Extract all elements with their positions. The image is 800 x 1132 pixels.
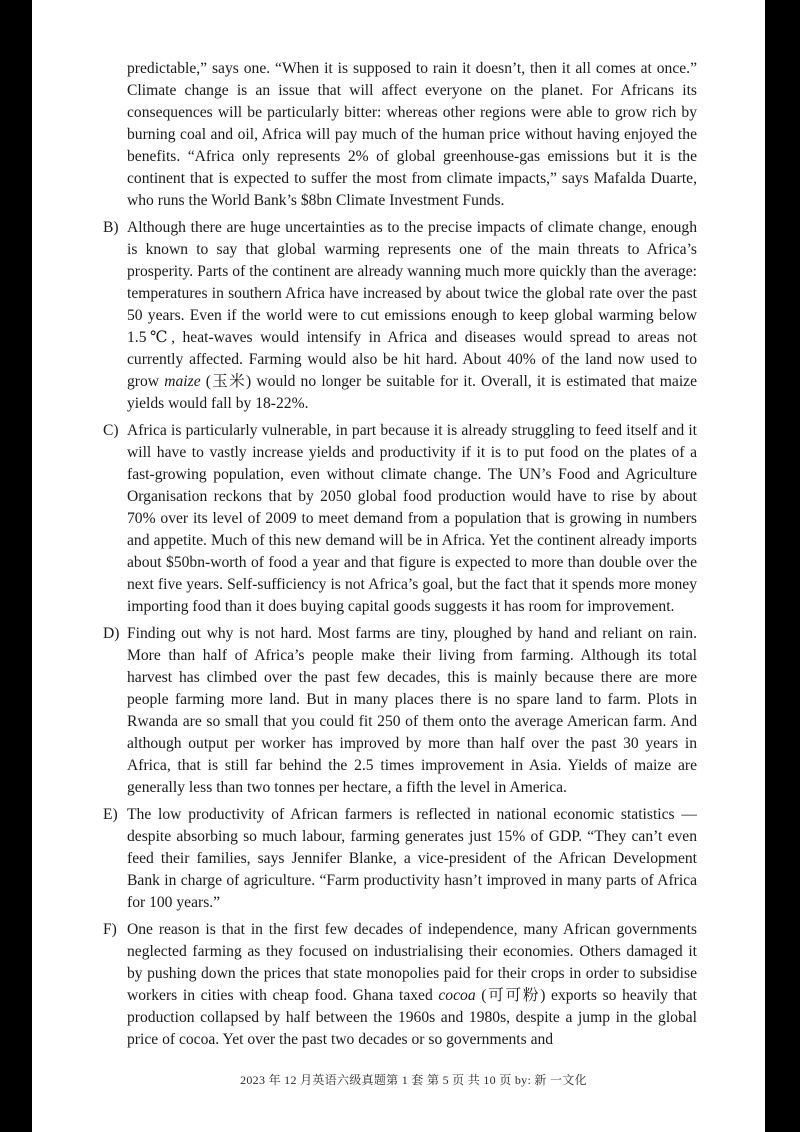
section-label: E) bbox=[103, 806, 118, 823]
italic-term: maize bbox=[164, 373, 201, 390]
section-f bbox=[103, 919, 697, 1051]
section-label: C) bbox=[103, 422, 119, 439]
text-segment: exports so heavily that production collapsed by half between the 1960s and 1980s, despite a jump in the global price of cocoa. Yet over the past two decades or so governments and bbox=[127, 987, 697, 1048]
page-footer: 2023 年 12 月英语六级真题第 1 套 第 5 页 共 10 页 by: 新 一文化 bbox=[240, 1073, 587, 1087]
document-page bbox=[32, 0, 765, 1132]
italic-term: cocoa bbox=[438, 987, 476, 1004]
text-segment: would no longer be suitable for it. Overall, it is estimated that maize yields would fall by 18-22%. bbox=[127, 373, 697, 412]
section-label: F) bbox=[103, 921, 117, 938]
chinese-gloss: (玉米) bbox=[200, 373, 252, 390]
chinese-gloss: (可可粉) bbox=[475, 987, 546, 1004]
section-text bbox=[127, 919, 697, 1051]
section-text: Africa is particularly vulnerable, in part because it is already struggling to feed itself and it will have to vastly increase yields and productivity if it is to put food on the plates of a fast-growing population, even without climate change. The UN’s Food and Agriculture Organisation reckons that by 2050 global food production would have to rise by about 70% over its level of 2009 to meet demand from a population that is growing in numbers and appetite. Much of this new demand will be in Africa. Yet the continent already imports about $50bn-worth of food a year and that figure is expected to more than double over the next five years. Self-sufficiency is not Africa’s goal, but the fact that it spends more money importing food than it does buying capital goods suggests it has room for improvement. bbox=[127, 422, 697, 615]
section-text: Finding out why is not hard. Most farms are tiny, ploughed by hand and reliant on rain. More than half of Africa’s people make their living from farming. Although its total harvest has climbed over the past few decades, this is mainly because there are more people farming more land. But in many places there is no spare land to farm. Plots in Rwanda are so small that you could fit 250 of them onto the average American farm. And although output per worker has improved by more than half over the past 30 years in Africa, that is still far behind the 2.5 times improvement in Asia. Yields of maize are generally less than two tonnes per hectare, a fifth the level in America. bbox=[127, 625, 697, 796]
section-c bbox=[103, 420, 697, 618]
intro-paragraph: predictable,” says one. “When it is supposed to rain it doesn’t, then it all comes at once.” Climate change is an issue that will affect everyone on the planet. For Africans its consequences will be particularly bitter: whereas other regions were able to grow rich by burning coal and oil, Africa will pay much of the human price without having enjoyed the benefits. “Africa only represents 2% of global greenhouse-gas emissions but it is the continent that is expected to suffer the most from climate impacts,” says Mafalda Duarte, who runs the World Bank’s $8bn Climate Investment Funds. bbox=[127, 60, 697, 209]
section-e bbox=[103, 804, 697, 914]
section-text bbox=[127, 217, 697, 415]
text-segment: One reason is that in the first few decades of independence, many African governments neglected farming as they focused on industrialising their economies. Others damaged it by pushing down the prices that state monopolies paid for their crops in order to subsidise workers in cities with cheap food. Ghana taxed bbox=[127, 921, 697, 1004]
passage-body bbox=[103, 58, 697, 1051]
section-text: The low productivity of African farmers is reflected in national economic statistics —despite absorbing so much labour, farming generates just 15% of GDP. “They can’t even feed their families, says Jennifer Blanke, a vice-president of the African Development Bank in charge of agriculture. “Farm productivity hasn’t improved in many parts of Africa for 100 years.” bbox=[127, 806, 697, 911]
text-segment: Although there are huge uncertainties as to the precise impacts of climate change, enough is known to say that global warming represents one of the main threats to Africa’s prosperity. Parts of the continent are already wanning much more quickly than the average: temperatures in southern Africa have increased by about twice the global rate over the past 50 years. Even if the world were to cut emissions enough to keep global warming below 1.5℃, heat-waves would intensify in Africa and diseases would spread to areas not currently affected. Farming would also be hit hard. About 40% of the land now used to grow bbox=[127, 219, 697, 390]
section-label: D) bbox=[103, 625, 120, 642]
section-d bbox=[103, 623, 697, 799]
section-label: B) bbox=[103, 219, 119, 236]
section-b bbox=[103, 217, 697, 415]
